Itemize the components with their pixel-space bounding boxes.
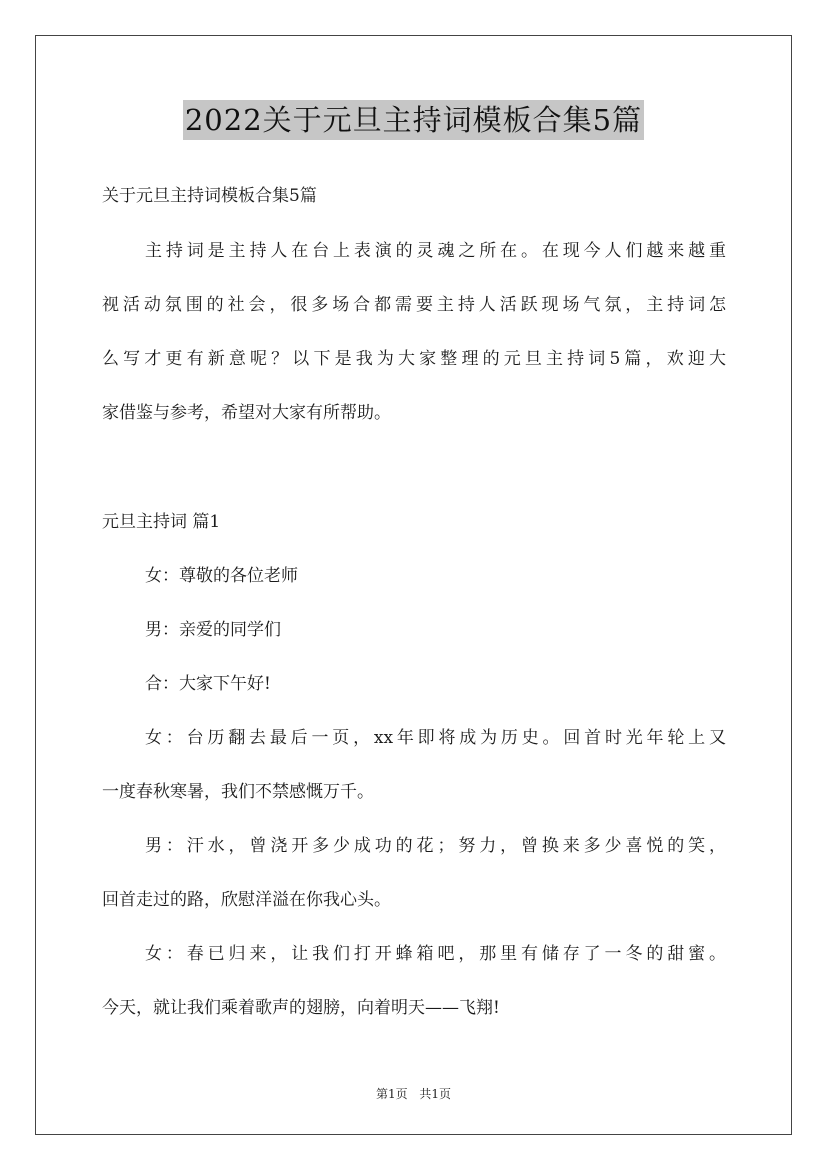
script-line: 男：亲爱的同学们: [145, 620, 281, 640]
script-line: 女：春已归来，让我们打开蜂箱吧，那里有储存了一冬的甜蜜。: [145, 944, 726, 964]
script-line: 一度春秋寒暑，我们不禁感慨万千。: [102, 782, 374, 802]
script-line: 今天，就让我们乘着歌声的翅膀，向着明天——飞翔!: [102, 998, 500, 1018]
title-container: [0, 100, 827, 140]
script-line: 女：尊敬的各位老师: [145, 566, 298, 586]
intro-line: 家借鉴与参考，希望对大家有所帮助。: [102, 403, 391, 423]
script-line: 合：大家下午好!: [145, 674, 271, 694]
intro-line: 么写才更有新意呢？以下是我为大家整理的元旦主持词5篇，欢迎大: [102, 349, 726, 369]
section-heading: 元旦主持词 篇1: [102, 512, 221, 532]
script-line: 女：台历翻去最后一页，xx年即将成为历史。回首时光年轮上又: [145, 728, 726, 748]
document-title: 2022关于元旦主持词模板合集5篇: [183, 100, 644, 140]
page-total: 共1页: [419, 1087, 452, 1101]
intro-line: 视活动氛围的社会，很多场合都需要主持人活跃现场气氛，主持词怎: [102, 295, 726, 315]
document-subtitle: 关于元旦主持词模板合集5篇: [102, 186, 317, 206]
page-footer: [0, 1085, 827, 1102]
script-line: 回首走过的路，欣慰洋溢在你我心头。: [102, 890, 391, 910]
script-line: 男：汗水，曾浇开多少成功的花；努力，曾换来多少喜悦的笑，: [145, 836, 726, 856]
intro-line: 主持词是主持人在台上表演的灵魂之所在。在现今人们越来越重: [145, 241, 726, 261]
page-number: 第1页: [375, 1087, 408, 1101]
